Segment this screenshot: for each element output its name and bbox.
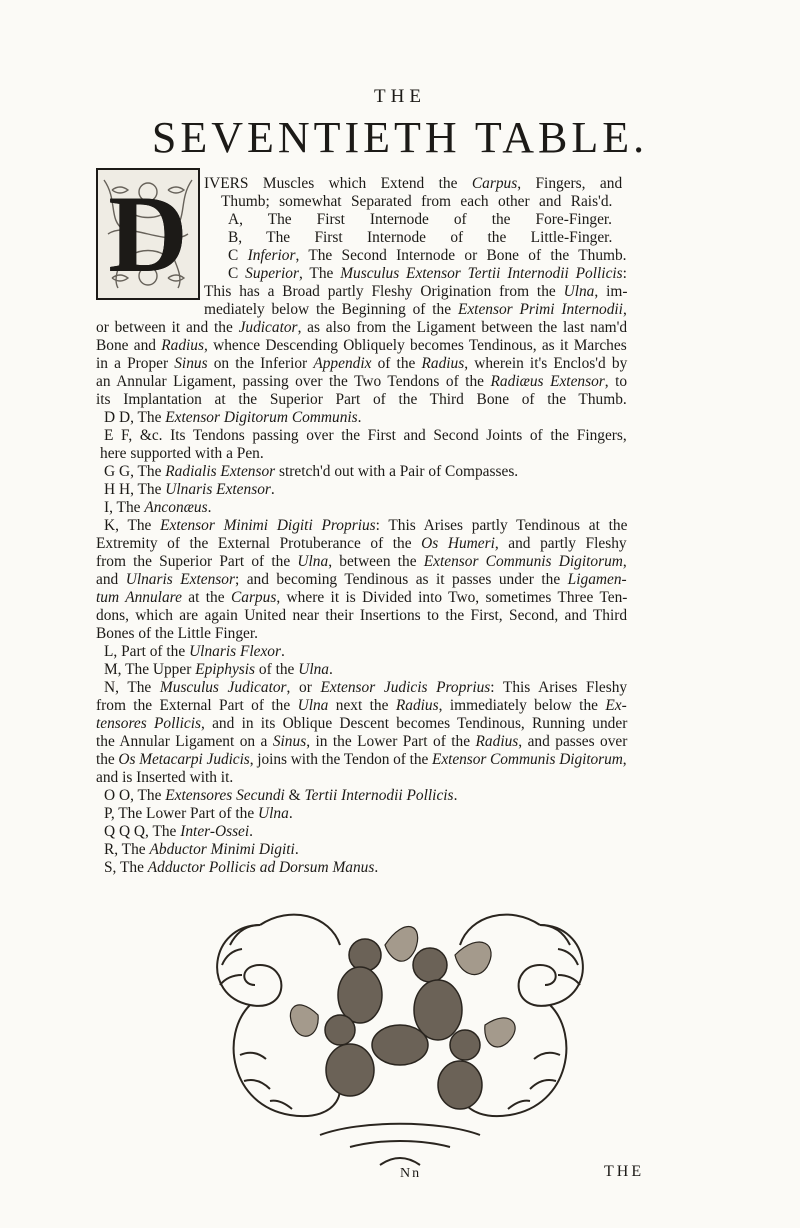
text-line: in a Proper Sinus on the Inferior Appendix of the Radius, wherein it's Enclos'd by (96, 355, 628, 372)
text-line: Bones of the Little Finger. (96, 625, 259, 642)
text-line: I, The Anconæus. (104, 499, 212, 516)
text-line: Extremity of the External Protuberance of the Os Humeri, and partly Fleshy (96, 535, 627, 552)
text-line: tensores Pollicis, and in its Oblique Descent becomes Tendinous, Running under (96, 715, 628, 732)
catchword: THE (604, 1163, 645, 1180)
text-line: from the Superior Part of the Ulna, between the Extensor Communis Digitorum, (96, 553, 627, 570)
text-line: M, The Upper Epiphysis of the Ulna. (104, 661, 333, 678)
text-line: an Annular Ligament, passing over the Two Tendons of the Radiæus Extensor, to (96, 373, 628, 390)
text-line: L, Part of the Ulnaris Flexor. (104, 643, 285, 660)
heading-the: THE (374, 86, 426, 107)
text-line: P, The Lower Part of the Ulna. (104, 805, 293, 822)
text-line: This has a Broad partly Fleshy Origination from the Ulna, im- (204, 283, 628, 300)
text-line: E F, &c. Its Tendons passing over the First and Second Joints of the Fingers, (104, 427, 627, 444)
page-title: SEVENTIETH TABLE. (151, 113, 649, 162)
text-line: from the External Part of the Ulna next the Radius, immediately below the Ex- (96, 697, 627, 714)
text-line: and Ulnaris Extensor; and becoming Tendinous as it passes under the Ligamen- (96, 571, 627, 588)
ornamental-drop-cap (96, 168, 200, 300)
text-line: O O, The Extensores Secundi & Tertii Internodii Pollicis. (104, 787, 458, 804)
text-line: tum Annulare at the Carpus, where it is Divided into Two, sometimes Three Ten- (96, 589, 628, 606)
text-line: H H, The Ulnaris Extensor. (104, 481, 275, 498)
text-line: C Superior, The Musculus Extensor Tertii Internodii Pollicis: (228, 265, 627, 282)
text-line: its Implantation at the Superior Part of the Third Bone of the Thumb. (96, 391, 627, 408)
text-line: and is Inserted with it. (96, 769, 234, 786)
drop-cap-letter: D (108, 173, 188, 295)
signature-mark: Nn (400, 1166, 422, 1181)
text-line: the Annular Ligament on a Sinus, in the Lower Part of the Radius, and passes over (96, 733, 628, 750)
text-line: R, The Abductor Minimi Digiti. (104, 841, 299, 858)
text-line: mediately below the Beginning of the Extensor Primi Internodii, (204, 301, 627, 318)
text-line: K, The Extensor Minimi Digiti Proprius: This Arises partly Tendinous at the (104, 517, 628, 534)
text-line: N, The Musculus Judicator, or Extensor Judicis Proprius: This Arises Fleshy (104, 679, 628, 696)
text-line: C Inferior, The Second Internode or Bone of the Thumb. (228, 247, 627, 264)
text-line: B, The First Internode of the Little-Finger. (228, 229, 613, 246)
cherubs-vignette-ornament (200, 885, 600, 1185)
text-line: Q Q Q, The Inter-Ossei. (104, 823, 254, 840)
text-line: Bone and Radius, whence Descending Obliquely becomes Tendinous, as it Marches (96, 337, 627, 354)
text-line: G G, The Radialis Extensor stretch'd out with a Pair of Compasses. (104, 463, 519, 480)
text-line: the Os Metacarpi Judicis, joins with the Tendon of the Extensor Communis Digitorum, (96, 751, 627, 768)
text-line: here supported with a Pen. (100, 445, 264, 462)
text-line: Thumb; somewhat Separated from each other and Rais'd. (221, 193, 613, 210)
text-line: or between it and the Judicator, as also from the Ligament between the last nam'd (96, 319, 628, 336)
text-line: dons, which are again United near their Insertions to the First, Second, and Third (96, 607, 628, 624)
text-line: D D, The Extensor Digitorum Communis. (104, 409, 362, 426)
text-line: A, The First Internode of the Fore-Finger. (228, 211, 613, 228)
text-line: S, The Adductor Pollicis ad Dorsum Manus. (104, 859, 379, 876)
text-line: IVERS Muscles which Extend the Carpus, Fingers, and (204, 175, 623, 192)
